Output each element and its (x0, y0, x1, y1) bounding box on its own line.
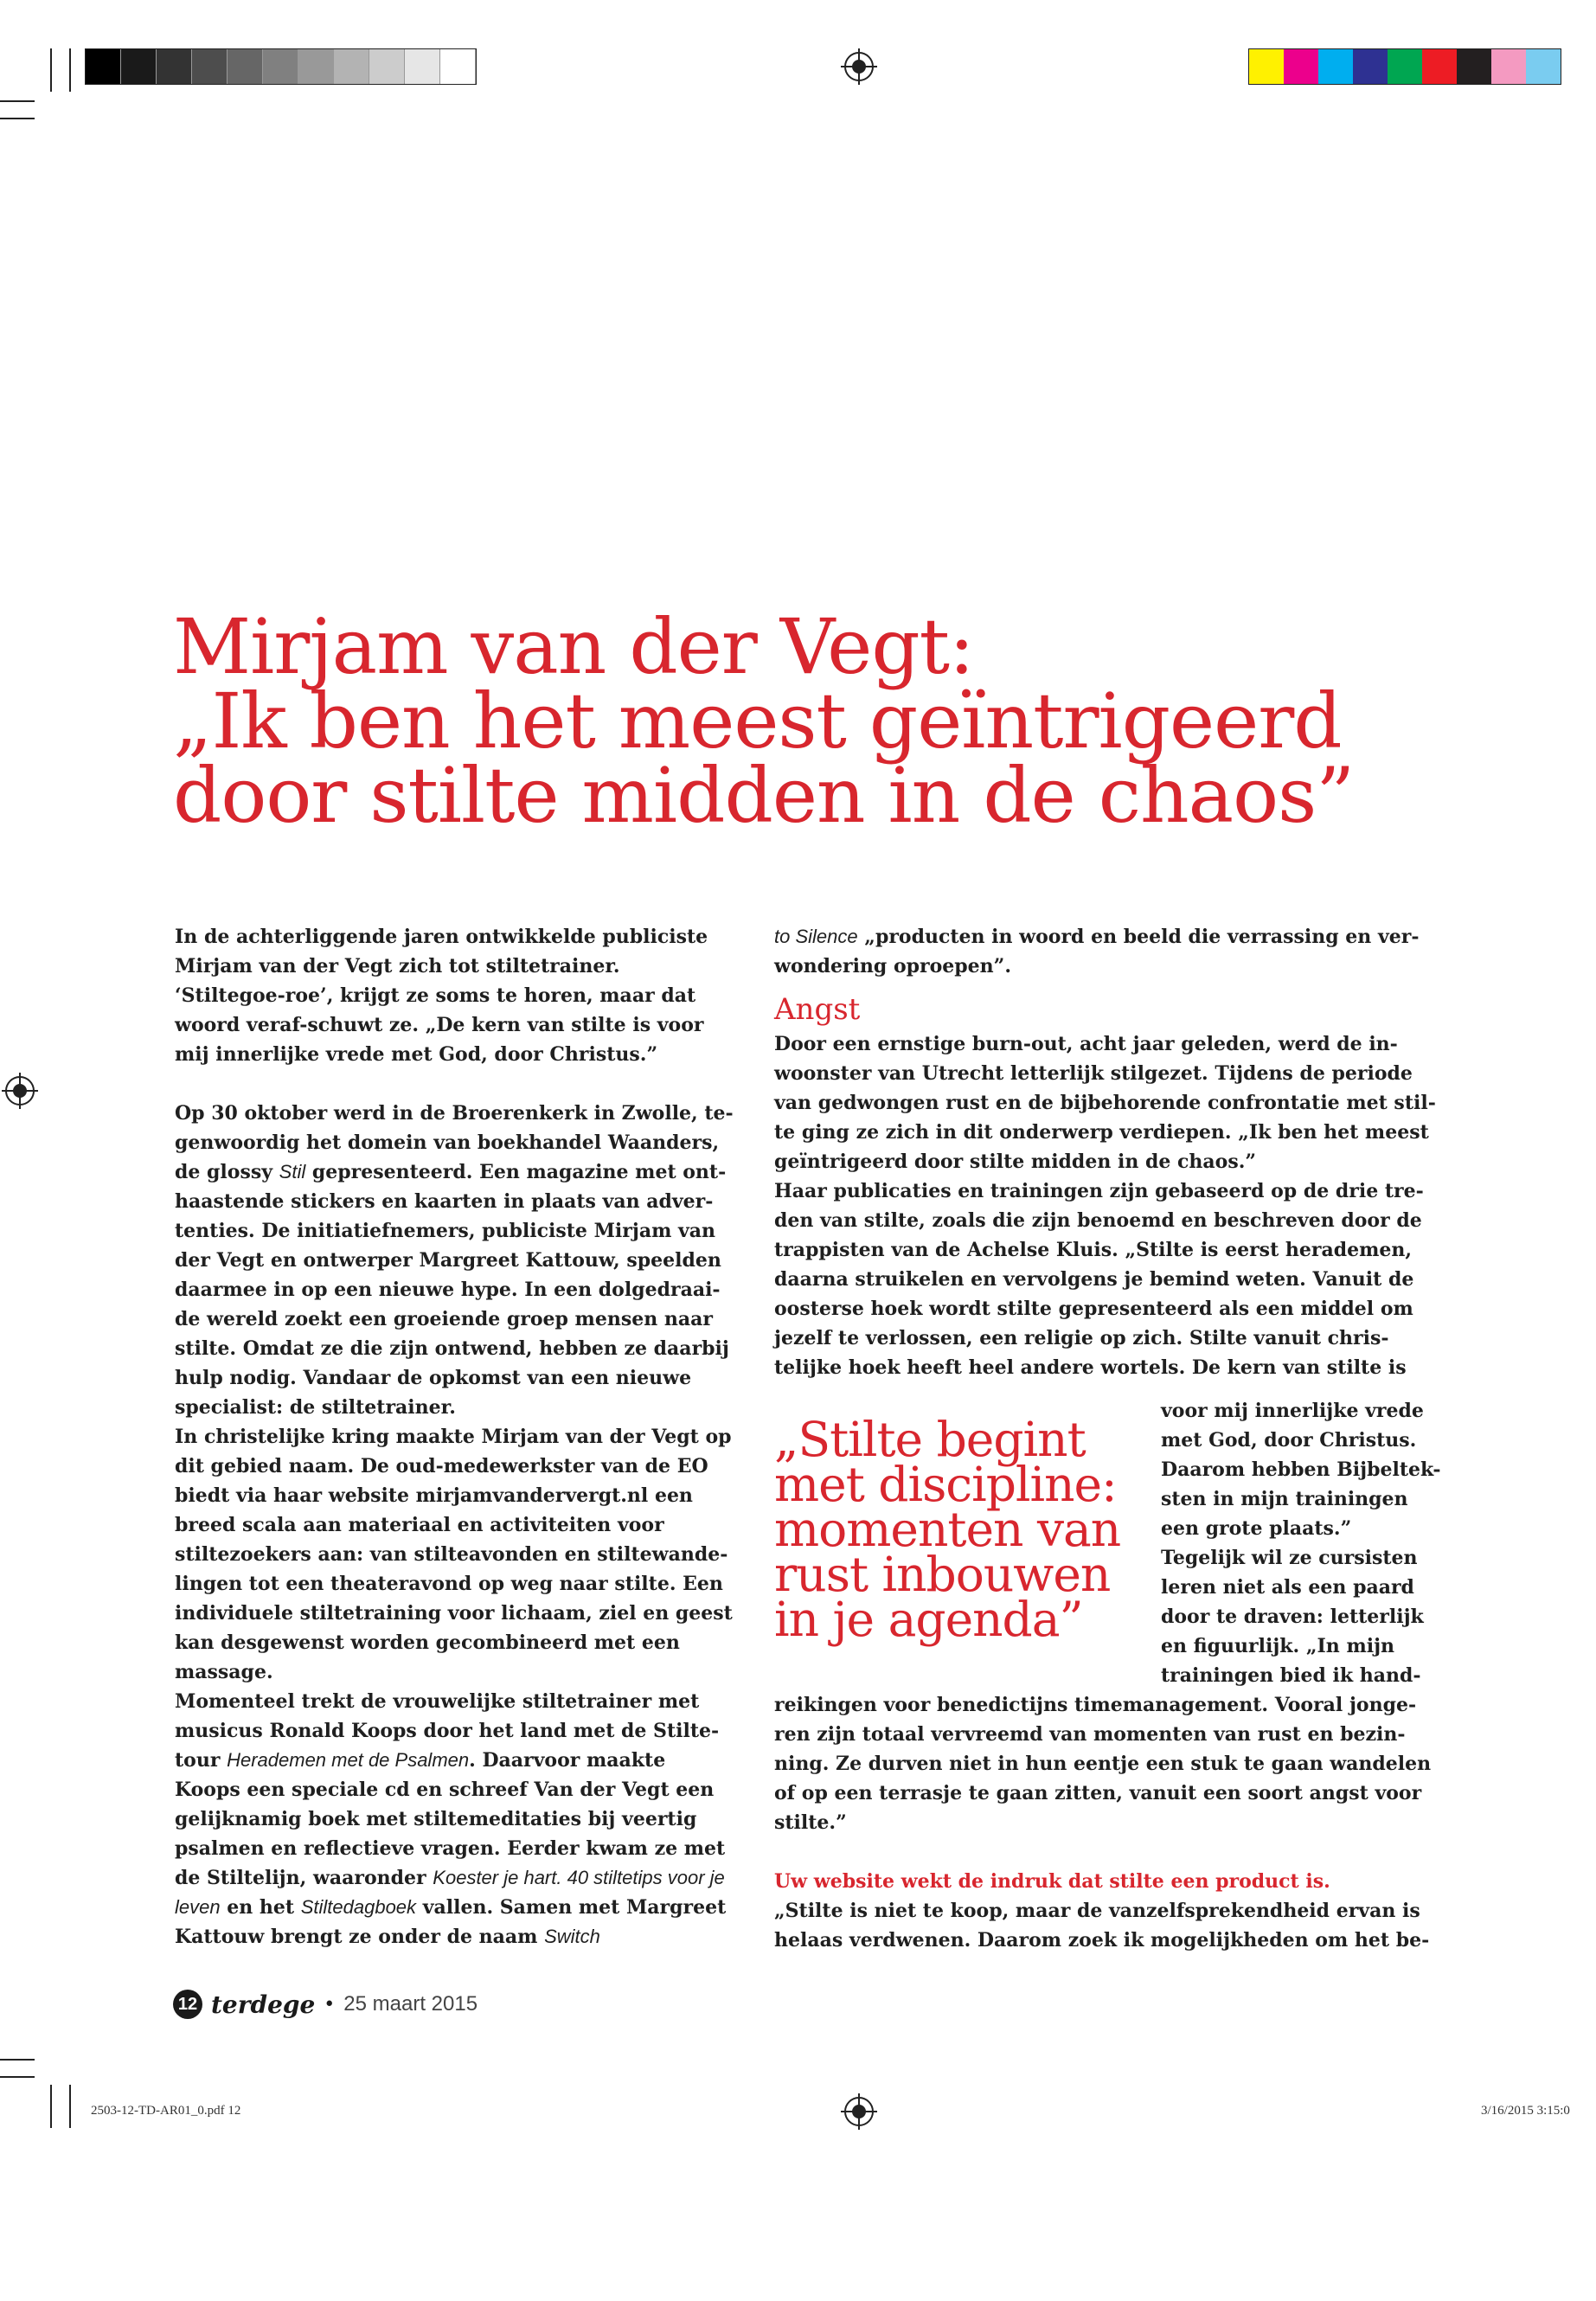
color-swatch (1526, 49, 1561, 84)
print-slug-filename: 2503-12-TD-AR01_0.pdf 12 (91, 2104, 241, 2118)
color-swatch (1388, 49, 1422, 84)
magazine-logo: terdege (211, 1990, 316, 2019)
headline-line: „Ik ben het meest geïntrigeerd (173, 676, 1342, 766)
color-swatch (1422, 49, 1457, 84)
gray-swatch (121, 49, 157, 84)
crop-mark (50, 48, 52, 92)
text-line: door te draven: letterlijk (1161, 1606, 1424, 1628)
pull-quote-line: „Stilte begint (774, 1412, 1086, 1467)
gray-swatch (369, 49, 405, 84)
text-line: een grote plaats.” (1161, 1517, 1352, 1540)
process-color-bar (1248, 48, 1561, 85)
text-line: voor mij innerlijke vrede (1161, 1400, 1424, 1422)
crop-mark (0, 118, 35, 119)
text-run: Op 30 oktober werd in de Broerenkerk in Zwolle, te-genwoordig het domein van boekhandel Waanders, de glossy (175, 1102, 734, 1183)
body-paragraph: „Stilte is niet te koop, maar de vanzelfsprekendheid ervan is helaas verdwenen. Daarom zoek ik mogelijkheden om het be- (774, 1900, 1430, 1952)
gray-swatch (228, 49, 263, 84)
crop-mark (69, 48, 71, 92)
text-run: . Daarvoor maakte Koops een speciale cd en schreef Van der Vegt een gelijknamig boek met stiltemeditaties bij veertig psalmen en reflectieve vragen. Eerder kwam ze met de Stiltelijn, waaronder (175, 1749, 726, 1889)
pull-quote (774, 1412, 1155, 1647)
gray-swatch (86, 49, 121, 84)
color-swatch (1318, 49, 1353, 84)
crop-mark (0, 2076, 35, 2078)
print-slug-timestamp: 3/16/2015 3:15:0 (1481, 2104, 1570, 2118)
color-swatch (1353, 49, 1388, 84)
body-paragraph: In christelijke kring maakte Mirjam van der Vegt op dit gebied naam. De oud-medewerkster van de EO biedt via haar website mirjamvandervergt.nl een breed scala aan materiaal en activiteiten voor stiltezoekers aan: van stilteavonden en stiltewande-lingen tot een theateravond op weg naar stilte. Een individuele stiltetraining voor lichaam, ziel en geest kan desgewenst worden gecombineerd met een massage. (175, 1426, 733, 1683)
text-line: leren niet als een paard (1161, 1576, 1414, 1599)
text-run: vallen. Samen met Margreet Kattouw brengt ze onder de naam (175, 1896, 727, 1948)
article-headline (173, 602, 1453, 840)
interview-question: Uw website wekt de indruk dat stilte een product is. (774, 1870, 1330, 1893)
gray-swatch (440, 49, 476, 84)
gray-swatch (157, 49, 192, 84)
body-paragraph (774, 922, 1440, 981)
registration-mark-icon (844, 2097, 874, 2126)
section-subhead: Angst (774, 992, 861, 1027)
text-run: „producten in woord en beeld die verrassing en ver-wondering oproepen”. (774, 926, 1420, 977)
crop-mark (0, 2059, 35, 2061)
brand-name: to Silence (774, 926, 858, 947)
gray-swatch (334, 49, 369, 84)
pull-quote-line: met discipline: (774, 1457, 1117, 1512)
article-column-left (175, 922, 737, 1952)
color-swatch (1491, 49, 1526, 84)
wrapped-text-column (1161, 1396, 1446, 1690)
magazine-title: Stil (279, 1161, 306, 1183)
body-paragraph: Door een ernstige burn-out, acht jaar geleden, werd de in-woonster van Utrecht letterlijk stilgezet. Tijdens de periode van gedwongen rust en de bijbehorende confrontatie met stil-te ging ze zich in dit onderwerp verdiepen. „Ik ben het meest geïntrigeerd door stilte midden in de chaos.” (774, 1033, 1436, 1173)
gray-swatch (298, 49, 334, 84)
pull-quote-line: rust inbouwen (774, 1547, 1111, 1602)
text-line: sten in mijn trainingen (1161, 1488, 1408, 1510)
text-line: trainingen bied ik hand- (1161, 1664, 1421, 1687)
text-line: Daarom hebben Bijbeltek- (1161, 1458, 1441, 1481)
grayscale-color-bar (85, 48, 477, 85)
color-swatch (1457, 49, 1491, 84)
page-number: 12 (173, 1990, 202, 2019)
crop-mark (50, 2085, 52, 2128)
text-line: met God, door Christus. (1161, 1429, 1417, 1452)
gray-swatch (263, 49, 298, 84)
registration-mark-icon (5, 1076, 35, 1106)
body-paragraph: reikingen voor benedictijns timemanagement. Vooral jonge-ren zijn totaal vervreemd van momenten van rust en bezin-ning. Ze durven niet in hun eentje een stuk te gaan wandelen of op een terrasje te gaan zitten, vanuit een soort angst voor stilte.” (774, 1694, 1432, 1834)
headline-line: door stilte midden in de chaos” (173, 751, 1355, 840)
text-line: Tegelijk wil ze cursisten (1161, 1547, 1418, 1569)
text-run: en het (220, 1896, 301, 1919)
headline-line: Mirjam van der Vegt: (173, 602, 974, 691)
issue-date: 25 maart 2015 (343, 1992, 478, 2016)
color-swatch (1284, 49, 1318, 84)
text-run: Momenteel trekt de vrouwelijke stiltetrainer met musicus Ronald Koops door het land met de Stilte-tour (175, 1690, 720, 1772)
page-folio (173, 1990, 478, 2019)
separator-bullet: • (324, 1993, 336, 2016)
pull-quote-line: in je agenda” (774, 1592, 1083, 1647)
book-title: Koester je hart. 40 stiltetips voor je leven (175, 1867, 725, 1918)
pull-quote-line: momenten van (774, 1502, 1121, 1557)
article-column-right (774, 922, 1440, 1382)
text-line: en figuurlijk. „In mijn (1161, 1635, 1395, 1657)
intro-paragraph: In de achterliggende jaren ontwikkelde publiciste Mirjam van der Vegt zich tot stiltetrainer. ‘Stiltegoe-roe’, krijgt ze soms te horen, maar dat woord veraf-schuwt ze. „De kern van stilte is voor mij innerlijke vrede met God, door Christus.” (175, 926, 708, 1066)
crop-mark (69, 2085, 71, 2128)
text-run: gepresenteerd. Een magazine met ont-haastende stickers en kaarten in plaats van adver-tenties. De initiatiefnemers, publiciste Mirjam van der Vegt en ontwerper Margreet Kattouw, speelden daarmee in op een nieuwe hype. In een dolgedraai-de wereld zoekt een groeiende groep mensen naar stilte. Omdat ze die zijn ontwend, hebben ze daarbij hulp nodig. Vandaar de opkomst van een nieuwe specialist: de stiltetrainer. (175, 1161, 729, 1419)
tour-title: Herademen met de Psalmen (227, 1749, 470, 1771)
body-paragraph: Haar publicaties en trainingen zijn gebaseerd op de drie tre-den van stilte, zoals die zijn benoemd en beschreven door de trappisten van de Achelse Kluis. „Stilte is eerst herademen, daarna struikelen en vervolgens je bemind weten. Vanuit de oosterse hoek wordt stilte gepresenteerd als een middel om jezelf te verlossen, een religie op zich. Stilte vanuit chris-telijke hoek heeft heel andere wortels. De kern van stilte is (774, 1180, 1424, 1379)
color-swatch (1249, 49, 1284, 84)
body-paragraph (175, 1687, 737, 1952)
gray-swatch (405, 49, 440, 84)
brand-name: Switch (544, 1926, 600, 1947)
body-paragraph (175, 1099, 737, 1422)
registration-mark-icon (844, 52, 874, 81)
book-title: Stiltedagboek (300, 1896, 417, 1918)
crop-mark (0, 100, 35, 102)
gray-swatch (192, 49, 228, 84)
article-column-right-continued (774, 1690, 1440, 1955)
